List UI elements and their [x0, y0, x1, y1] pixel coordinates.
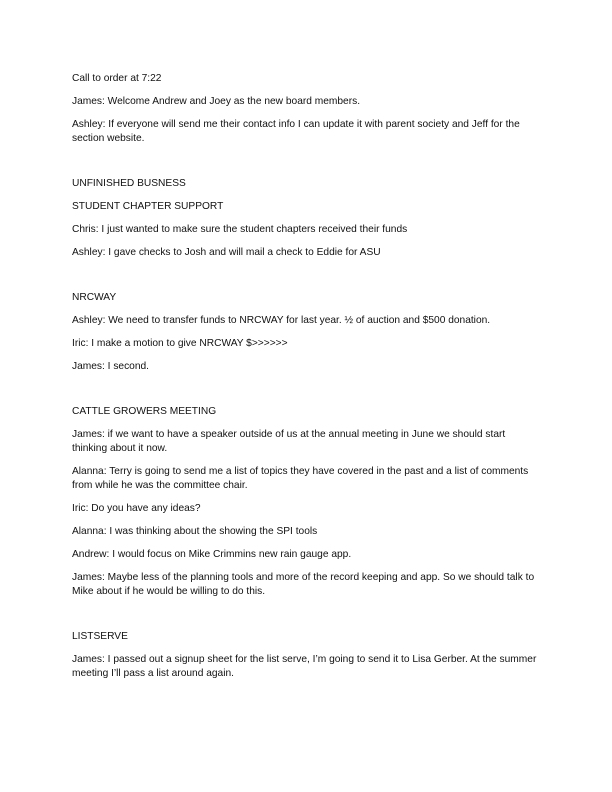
minutes-paragraph: James: I passed out a signup sheet for the list serve, I’m going to send it to Lisa Gerber. At the summer meeting I’ll pass a list around again.	[72, 654, 537, 679]
minutes-paragraph: James: if we want to have a speaker outside of us at the annual meeting in June we should start thinking about it now.	[72, 429, 506, 454]
minutes-paragraph: Iric: I make a motion to give NRCWAY $>>>>>>	[72, 338, 288, 349]
minutes-paragraph: Ashley: If everyone will send me their contact info I can update it with parent society and Jeff for the section website.	[72, 119, 520, 144]
section-spacer	[72, 608, 540, 630]
section-heading: UNFINISHED BUSNESS	[72, 178, 186, 189]
minutes-paragraph: Alanna: Terry is going to send me a list of topics they have covered in the past and a list of comments from while he was the committee chair.	[72, 466, 529, 491]
meeting-minutes-body	[72, 72, 540, 690]
section-spacer	[72, 269, 540, 291]
minutes-paragraph: James: Maybe less of the planning tools and more of the record keeping and app. So we should talk to Mike about if he would be willing to do this.	[72, 572, 535, 597]
section-heading: NRCWAY	[72, 292, 117, 303]
minutes-paragraph: Chris: I just wanted to make sure the student chapters received their funds	[72, 224, 408, 235]
minutes-paragraph: Andrew: I would focus on Mike Crimmins new rain gauge app.	[72, 549, 352, 560]
minutes-paragraph: James: I second.	[72, 361, 150, 372]
minutes-paragraph: Alanna: I was thinking about the showing the SPI tools	[72, 526, 318, 537]
section-spacer	[72, 383, 540, 405]
minutes-paragraph: James: Welcome Andrew and Joey as the new board members.	[72, 96, 361, 107]
minutes-paragraph: Ashley: We need to transfer funds to NRCWAY for last year. ½ of auction and $500 donation.	[72, 315, 491, 326]
section-heading: CATTLE GROWERS MEETING	[72, 406, 217, 417]
subsection-heading: STUDENT CHAPTER SUPPORT	[72, 201, 224, 212]
section-spacer	[72, 155, 540, 177]
call-to-order-line: Call to order at 7:22	[72, 73, 162, 84]
minutes-paragraph: Ashley: I gave checks to Josh and will mail a check to Eddie for ASU	[72, 247, 381, 258]
minutes-paragraph: Iric: Do you have any ideas?	[72, 503, 201, 514]
section-heading: LISTSERVE	[72, 631, 128, 642]
